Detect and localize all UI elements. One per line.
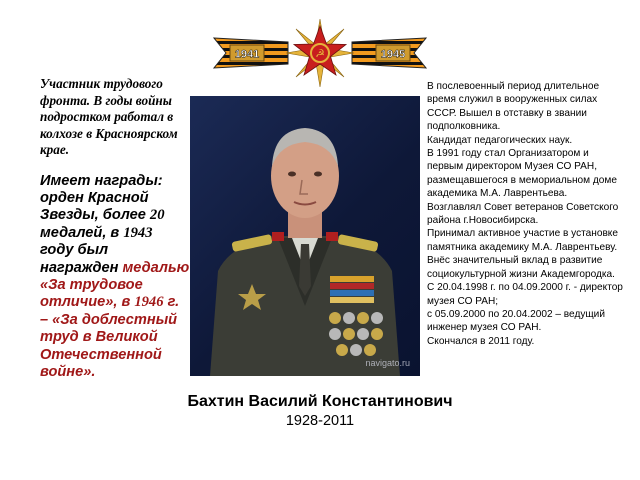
awards-part-1: Имеет награды: орден Красной Звезды, более [40,172,163,224]
bio-line: Кандидат педагогических наук. [427,134,573,146]
awards-number-1: 20 [149,207,165,224]
life-years: 1928-2011 [285,413,355,429]
bio-line: В послевоенный период длительное время служил в вооруженных силах СССР. Вышел в отставку в звании подполковника. [427,81,600,133]
bio-line: С 20.04.1998 г. по 04.09.2000 г. - директор музея СО РАН; [427,282,623,307]
portrait-photo [190,96,420,376]
awards-text [40,173,190,382]
bio-line: В 1991 году стал Организатором и первым директором Музея СО РАН, размещавшегося в мемориальном доме академика М.А. Лаврентьева. [427,148,617,200]
svg-text:☭: ☭ [315,47,325,60]
year-end-label: 1945 [380,48,406,61]
awards-part-3: году был награжден [40,242,123,276]
biography-text [427,80,627,348]
intro-text: Участник трудового фронта. В годы войны подростком работал в колхозе в Красноярском крае. [40,76,178,157]
left-column [40,76,190,381]
awards-year-1946: 1946 [134,294,164,311]
watermark: navigato.ru [365,358,410,368]
bio-line: с 05.09.2000 по 20.04.2002 – ведущий инженер музея СО РАН. [427,308,605,334]
bio-line: Внёс значительный вклад в развитие социокультурной жизни Академгородка. [427,255,615,280]
victory-emblem [212,18,428,88]
person-name: Бахтин Василий Константинович [187,393,453,410]
bio-line: Скончался в 2011 году. [427,335,535,347]
year-start-label: 1941 [234,48,260,61]
ribbon-right [352,38,426,68]
bio-line: Возглавлял Совет ветеранов Советского района г.Новосибирска. [427,201,619,227]
awards-medal-word: медалью [122,259,190,276]
ribbon-left [214,38,288,68]
awards-year-1943: 1943 [123,224,153,241]
portrait-illustration [190,96,420,376]
awards-medal-1: «За трудовое отличие», в [40,276,143,311]
order-star [286,19,354,87]
awards-medal-2: г. – «За доблестный труд в Великой Отечественной войне». [40,294,180,380]
bio-line: Принимал активное участие в установке памятника академику М.А. Лаврентьеву. [427,228,618,253]
awards-part-2: медалей, в [40,224,124,241]
portrait-caption [0,392,640,430]
